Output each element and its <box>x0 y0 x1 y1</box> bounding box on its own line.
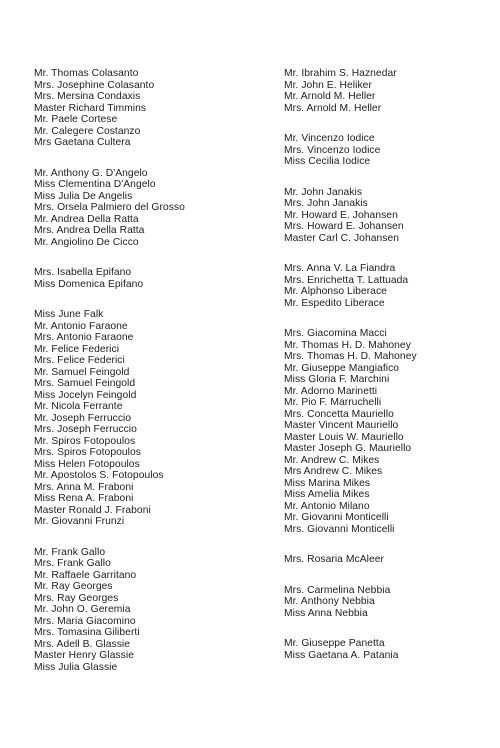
passenger-name: Miss Clementina D'Angelo <box>34 179 156 190</box>
passenger-name: Mr. John Janakis <box>284 186 363 198</box>
passenger-name: Mr. Thomas Colasanto <box>34 68 139 79</box>
passenger-name: Mr. Pio F. Marruchelli <box>284 397 382 408</box>
passenger-name: Mr. Felice Federici <box>34 343 120 355</box>
passenger-name: Mrs Andrew C. Mikes <box>284 466 383 477</box>
passenger-name: Mrs. Thomas H. D. Mahoney <box>284 351 417 362</box>
passenger-name: Mr. Antonio Faraone <box>34 320 128 332</box>
surname-group <box>284 328 494 535</box>
surname-group <box>34 547 264 674</box>
passenger-name: Mr. Espedito Liberace <box>284 297 385 309</box>
passenger-name: Master Louis W. Mauriello <box>284 431 404 443</box>
passenger-name: Mr. Antonio Milano <box>284 500 370 512</box>
passenger-name: Mr. Frank Gallo <box>34 546 106 558</box>
passenger-name: Mr. Ibrahim S. Haznedar <box>284 68 397 79</box>
passenger-name: Mrs. Adell B. Glassie <box>34 638 131 650</box>
passenger-name: Mr. Adorno Marinetti <box>284 385 378 397</box>
passenger-name: Mrs. Samuel Feingold <box>34 378 136 389</box>
passenger-name: Mr. Samuel Feingold <box>34 366 130 378</box>
passenger-name: Mr. Giovanni Frunzi <box>34 516 125 527</box>
passenger-name: Mr. Ray Georges <box>34 581 113 592</box>
passenger-name: Mrs. Howard E. Johansen <box>284 221 404 232</box>
passenger-name: Mrs. Anna M. Fraboni <box>34 481 134 493</box>
passenger-name: Master Richard Timmins <box>34 102 147 114</box>
passenger-name: Master Joseph G. Mauriello <box>284 443 412 454</box>
passenger-name: Mr. Giovanni Monticelli <box>284 512 389 523</box>
passenger-name: Miss Julia De Angelis <box>34 190 133 202</box>
passenger-name: Mrs. Spiros Fotopoulos <box>34 447 141 458</box>
passenger-name: Mrs. Tomasina Giliberti <box>34 627 140 638</box>
surname-group <box>284 554 494 566</box>
passenger-name: Mrs. Andrea Della Ratta <box>34 225 145 236</box>
passenger-name: Mrs. Enrichetta T. Lattuada <box>284 274 409 286</box>
passenger-name: Mr. Arnold M. Heller <box>284 91 376 102</box>
passenger-name: Mrs. Ray Georges <box>34 592 119 604</box>
surname-group <box>284 133 494 168</box>
passenger-name: Mrs. Orsela Palmiero del Grosso <box>34 202 185 213</box>
surname-group <box>34 68 264 149</box>
passenger-name: Mrs. Isabella Epifano <box>34 267 132 278</box>
passenger-name: Master Carl C. Johansen <box>284 232 400 244</box>
passenger-name: Miss Marina Mikes <box>284 477 371 489</box>
passenger-name: Mr. Calegere Costanzo <box>34 125 141 137</box>
passenger-name: Mrs. Mersina Condaxis <box>34 91 141 102</box>
surname-group <box>284 263 494 309</box>
passenger-name: Master Henry Glassie <box>34 650 134 661</box>
passenger-name: Mr. Alphonso Liberace <box>284 286 387 297</box>
passenger-name: Mrs. Carmelina Nebbia <box>284 584 391 596</box>
passenger-name: Mrs. Giovanni Monticelli <box>284 523 395 535</box>
passenger-name: Mr. Raffaele Garritano <box>34 569 137 581</box>
passenger-name: Mrs. Anna V. La Fiandra <box>284 263 396 274</box>
passenger-name: Mr. Paele Cortese <box>34 114 118 125</box>
passenger-name: Mrs. Vincenzo Iodice <box>284 144 381 156</box>
passenger-name: Miss Amelia Mikes <box>284 489 370 500</box>
passenger-name: Mr. Giuseppe Mangiafico <box>284 362 400 374</box>
passenger-name: Mr. Vincenzo Iodice <box>284 133 375 144</box>
surname-group <box>284 187 494 245</box>
surname-group <box>34 309 264 528</box>
passenger-name: Mrs Gaetana Cultera <box>34 137 131 148</box>
passenger-name: Mr. Howard E. Johansen <box>284 209 398 221</box>
passenger-name: Mr. Anthony Nebbia <box>284 596 375 607</box>
surname-group <box>284 638 494 661</box>
passenger-name: Mr. Anthony G. D'Angelo <box>34 167 148 179</box>
passenger-name: Mr. Apostolos S. Fotopoulos <box>34 470 164 481</box>
passenger-name: Miss Domenica Epifano <box>34 278 144 290</box>
passenger-name: Mrs. Felice Federici <box>34 355 125 366</box>
passenger-name: Mr. Nicola Ferrante <box>34 401 123 412</box>
passenger-name: Mr. Giuseppe Panetta <box>284 638 385 649</box>
passenger-name: Mr. Thomas H. D. Mahoney <box>284 339 411 351</box>
passenger-name: Miss Jocelyn Feingold <box>34 389 137 401</box>
passenger-name: Mr. Joseph Ferruccio <box>34 412 132 424</box>
passenger-list-left-column <box>34 68 264 692</box>
passenger-name: Mrs. Giacomina Macci <box>284 328 387 339</box>
passenger-name: Miss Cecilia Iodice <box>284 156 371 167</box>
passenger-name: Miss Helen Fotopoulos <box>34 458 140 470</box>
passenger-name: Mr. Andrew C. Mikes <box>284 454 380 466</box>
passenger-name: Mrs. Josephine Colasanto <box>34 79 155 91</box>
passenger-name: Mrs. Antonio Faraone <box>34 332 134 343</box>
surname-group <box>284 585 494 620</box>
passenger-name: Mrs. John Janakis <box>284 198 368 209</box>
passenger-name: Master Vincent Mauriello <box>284 420 399 431</box>
passenger-name: Mrs. Joseph Ferruccio <box>34 424 137 435</box>
passenger-name: Mr. Spiros Fotopoulos <box>34 435 136 447</box>
passenger-name: Master Ronald J. Fraboni <box>34 504 151 516</box>
surname-group <box>34 168 264 249</box>
passenger-name: Mrs. Frank Gallo <box>34 558 111 569</box>
passenger-list-right-column <box>284 68 494 680</box>
passenger-name: Miss Gloria F. Marchini <box>284 374 390 385</box>
passenger-name: Mr. John E. Heliker <box>284 79 372 91</box>
passenger-name: Miss June Falk <box>34 309 104 320</box>
passenger-name: Mrs. Arnold M. Heller <box>284 102 382 114</box>
passenger-name: Miss Julia Glassie <box>34 661 118 673</box>
passenger-name: Miss Rena A. Fraboni <box>34 493 134 504</box>
passenger-name: Mr. John O. Geremia <box>34 604 131 615</box>
passenger-name: Mrs. Maria Giacomino <box>34 615 136 627</box>
passenger-name: Mrs. Rosaria McAleer <box>284 554 384 565</box>
passenger-name: Mrs. Concetta Mauriello <box>284 408 394 420</box>
passenger-name: Mr. Angiolino De Cicco <box>34 236 139 248</box>
passenger-name: Miss Anna Nebbia <box>284 607 368 619</box>
surname-group <box>34 267 264 290</box>
passenger-name: Miss Gaetana A. Patania <box>284 649 399 661</box>
surname-group <box>284 68 494 114</box>
passenger-name: Mr. Andrea Della Ratta <box>34 213 139 225</box>
